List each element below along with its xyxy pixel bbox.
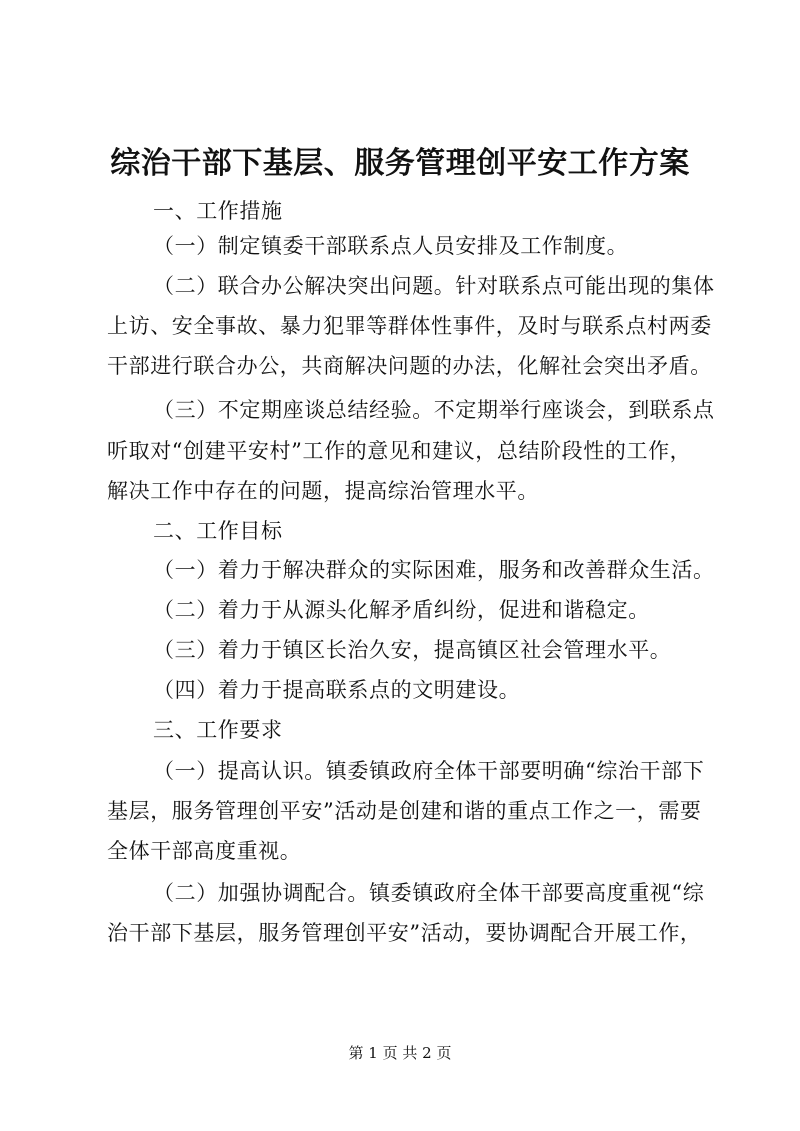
paragraph-line: （三）着力于镇区长治久安，提高镇区社会管理水平。 bbox=[153, 638, 672, 662]
paragraph-line: 干部进行联合办公，共商解决问题的办法，化解社会突出矛盾。 bbox=[107, 354, 712, 378]
section-heading: 三、工作要求 bbox=[153, 718, 283, 742]
paragraph-line: 全体干部高度重视。 bbox=[107, 839, 302, 863]
paragraph-line: （四）着力于提高联系点的文明建设。 bbox=[153, 678, 521, 702]
section-heading: 二、工作目标 bbox=[153, 519, 283, 543]
paragraph-line: 基层，服务管理创平安”活动是创建和谐的重点工作之一，需要 bbox=[107, 799, 702, 823]
paragraph-line: （二）联合办公解决突出问题。针对联系点可能出现的集体 bbox=[153, 274, 715, 298]
paragraph-line: 解决工作中存在的问题，提高综治管理水平。 bbox=[107, 479, 539, 503]
paragraph-line: （一）提高认识。镇委镇政府全体干部要明确“综治干部下 bbox=[153, 759, 705, 783]
paragraph-line: （二）着力于从源头化解矛盾纠纷，促进和谐稳定。 bbox=[153, 598, 650, 622]
paragraph-line: 听取对“创建平安村”工作的意见和建议，总结阶段性的工作， bbox=[107, 439, 692, 463]
section-heading: 一、工作措施 bbox=[153, 199, 283, 223]
paragraph-line: 上访、安全事故、暴力犯罪等群体性事件，及时与联系点村两委 bbox=[107, 314, 712, 338]
paragraph-line: （三）不定期座谈总结经验。不定期举行座谈会，到联系点 bbox=[153, 398, 715, 422]
page-footer: 第 1 页 共 2 页 bbox=[348, 1044, 452, 1062]
paragraph-line: （二）加强协调配合。镇委镇政府全体干部要高度重视“综 bbox=[153, 881, 705, 905]
paragraph-line: 治干部下基层，服务管理创平安”活动，要协调配合开展工作， bbox=[107, 921, 702, 945]
document-title: 综治干部下基层、服务管理创平安工作方案 bbox=[110, 146, 690, 181]
paragraph-line: （一）着力于解决群众的实际困难，服务和改善群众生活。 bbox=[153, 558, 715, 582]
paragraph-line: （一）制定镇委干部联系点人员安排及工作制度。 bbox=[153, 234, 629, 258]
